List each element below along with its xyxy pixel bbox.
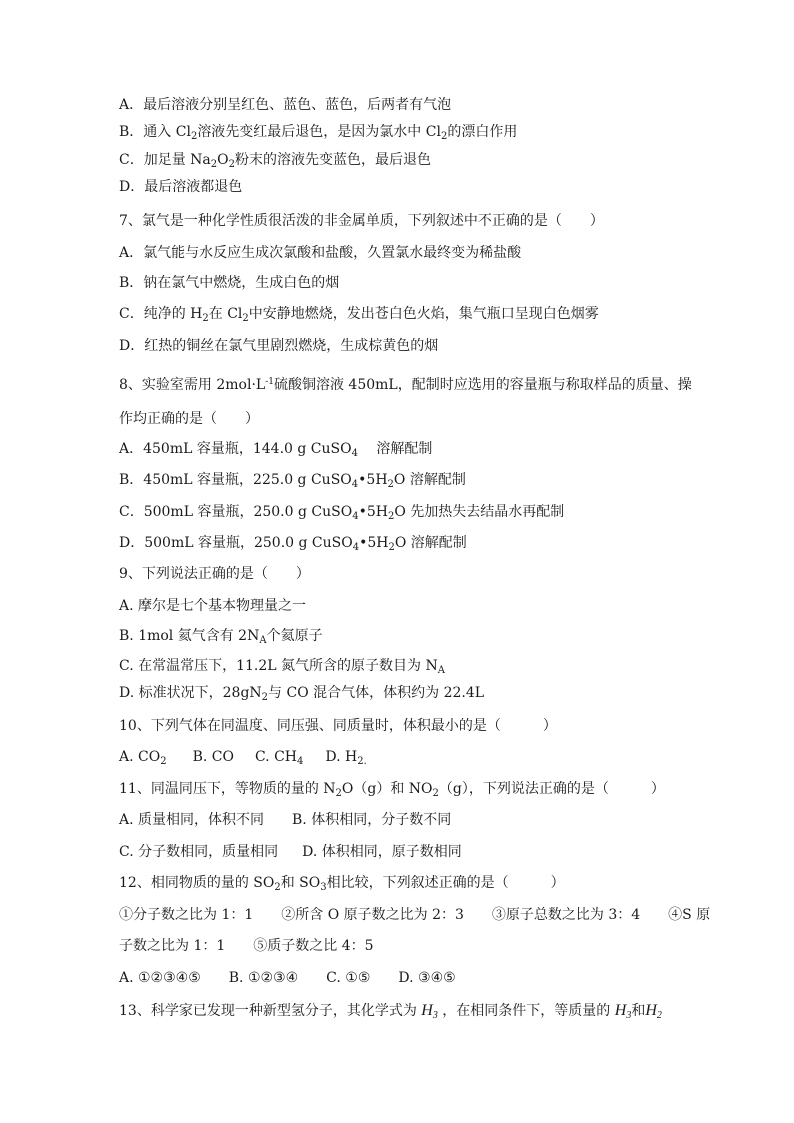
q13-stem: 13、科学家已发现一种新型氢分子，其化学式为 $H_3$ ，在相同条件下，等质量的 $H_3$和$H_2$	[119, 1002, 662, 1021]
q8-stem: 8、实验室需用 $2mol\cdot L^{-1}$硫酸铜溶液 450mL，配制时应选用的容量瓶与称取样品的质量、操	[119, 377, 692, 393]
q12-option-d: D. ③④⑤	[398, 970, 456, 986]
q9-stem: 9、下列说法正确的是（ ）	[119, 566, 310, 582]
q6-option-b: B．通入 $Cl_2$溶液先变红最后退色，是因为氯水中 $Cl_2$的漂白作用	[119, 124, 518, 142]
q12-stem: 12、相同物质的量的 $SO_2$和 $SO_3$相比较，下列叙述正确的是（ ）	[119, 875, 565, 893]
q6-option-d: D．最后溶液都退色	[119, 179, 243, 195]
q12-option-c: C. ①⑤	[326, 970, 371, 986]
q12-items-line1: ①分子数之比为 1：1 ②所含 O 原子数之比为 2：3 ③原子总数之比为 3：4 ④S 原	[119, 907, 711, 923]
q8-option-d: D．500mL 容量瓶，250.0 g $CuSO_4•5H_2O$ 溶解配制	[119, 535, 467, 553]
q11-stem: 11、同温同压下，等物质的量的 $N_2O(g)$和 $NO_2(g)$，下列说法正确的是（ ）	[119, 781, 665, 799]
q7-option-b: B．钠在氯气中燃烧，生成白色的烟	[119, 275, 340, 291]
q11-option-b: B. 体积相同，分子数不同	[292, 812, 452, 828]
q8-stem-cont: 作均正确的是（ ）	[119, 411, 259, 427]
formula-h3: $H_3$	[421, 1002, 438, 1021]
q11-option-a: A. 质量相同，体积不同	[119, 812, 265, 828]
q10-option-c: C. $CH_4$	[254, 749, 304, 767]
q11-option-c: C. 分子数相同，质量相同	[119, 844, 279, 860]
q7-option-c: C．纯净的 $H_2$在 $Cl_2$中安静地燃烧，发出苍白色火焰，集气瓶口呈现白色烟雾	[119, 306, 599, 324]
q9-option-a: A. 摩尔是七个基本物理量之一	[119, 598, 307, 614]
q7-stem: 7、氯气是一种化学性质很活泼的非金属单质，下列叙述中不正确的是（ ）	[119, 213, 604, 229]
q8-option-c: C．500mL 容量瓶，250.0 g $CuSO_4•5H_2O$ 先加热失去结晶水再配制	[119, 504, 565, 522]
q6-option-c: C．加足量 $Na_2O_2$粉末的溶液先变蓝色，最后退色	[119, 152, 431, 170]
q9-option-b: B. 1mol 氦气含有 $2N_A$个氦原子	[119, 628, 323, 646]
q12-options	[119, 969, 456, 987]
q12-option-b: B. ①②③④	[228, 970, 299, 986]
q10-option-a: A. $CO_2$	[119, 749, 167, 767]
q10-options	[119, 748, 367, 766]
q11-option-d: D. 体积相同，原子数相同	[302, 844, 462, 860]
q7-option-d: D．红热的铜丝在氯气里剧烈燃烧，生成棕黄色的烟	[119, 338, 439, 354]
q10-option-b: B. CO	[192, 749, 234, 765]
q6-option-a: A．最后溶液分别呈红色、蓝色、蓝色，后两者有气泡	[119, 97, 452, 113]
formula-h3-2: $H_3$	[614, 1002, 632, 1021]
q12-option-a: A. ①②③④⑤	[119, 970, 201, 986]
q8-option-a: A．450mL 容量瓶，144.0 g CuSO$_4$ 溶解配制	[119, 441, 433, 459]
q8-option-b: B．450mL 容量瓶，225.0 g $CuSO_4•5H_2O$ 溶解配制	[119, 472, 466, 490]
q12-items-line2: 子数之比为 1：1 ⑤质子数之比 4：5	[119, 938, 374, 954]
q11-options-row2	[119, 843, 462, 861]
formula-h2: $H_2$	[645, 1002, 662, 1021]
q7-option-a: A．氯气能与水反应生成次氯酸和盐酸，久置氯水最终变为稀盐酸	[119, 245, 522, 261]
q10-option-d: D. $H_{2.}$	[325, 749, 367, 767]
q9-option-d: D. 标准状况下，$28gN_2$与 CO 混合气体，体积约为 22.4L	[119, 685, 485, 703]
q9-option-c: C. 在常温常压下，11.2L 氮气所含的原子数目为 $N_A$	[119, 658, 445, 676]
q10-stem: 10、下列气体在同温度、同压强、同质量时，体积最小的是（ ）	[119, 718, 557, 734]
q11-options-row1	[119, 811, 451, 829]
